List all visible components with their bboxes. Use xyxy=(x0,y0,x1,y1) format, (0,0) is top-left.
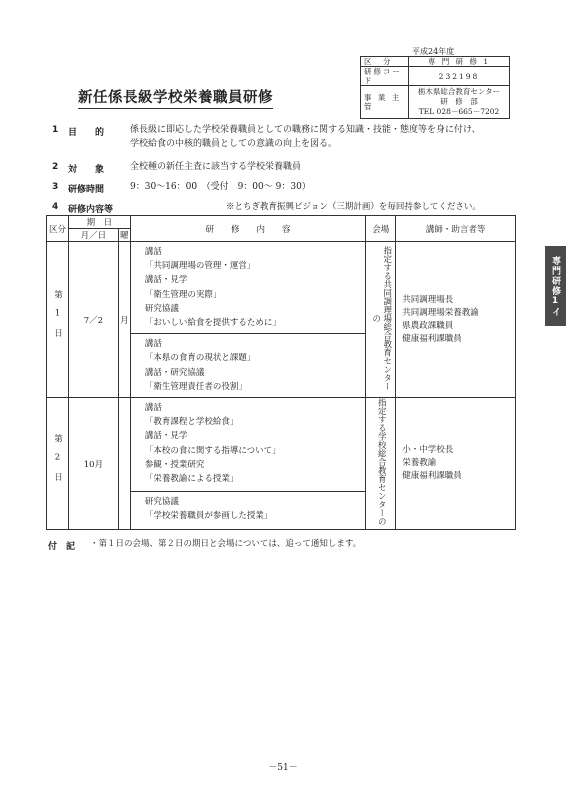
side-index-tab xyxy=(545,246,566,326)
lecturer-item: 栄養教諭 xyxy=(402,458,437,469)
purpose-line-1: 係長級に即応した学校栄養職員としての職務に関する知識・技能・態度等を身に付け、 xyxy=(130,125,481,135)
content-line: 研究協議 xyxy=(144,303,179,314)
content-line: 「本校の食に関する指導について」 xyxy=(144,445,281,456)
organizer-dept: 研 修 部 xyxy=(440,97,478,106)
course-code-value: 232198 xyxy=(409,67,510,86)
section-1-label: 目 的 xyxy=(68,128,105,138)
day-2-weekday xyxy=(118,398,130,530)
footnote-label: 付 記 xyxy=(48,542,76,552)
section-2-num: 2 xyxy=(52,162,59,172)
header-date-sub: 月／日 xyxy=(68,229,118,242)
header-date-group: 期 日 xyxy=(68,216,130,229)
day-1-block-1 xyxy=(130,242,365,334)
section-3-num: 3 xyxy=(52,182,59,192)
course-code-key: 研修コード xyxy=(361,67,409,86)
content-line: 講話・見学 xyxy=(144,275,188,286)
lecturer-item: 共同調理場長 xyxy=(402,294,454,305)
day-1-weekday: 月 xyxy=(118,242,130,398)
day-2-venue: 指定する学校総合教育センターの xyxy=(366,398,396,530)
day-1-division: 第1日 xyxy=(47,242,69,398)
organizer-tel: TEL 028－665－7202 xyxy=(418,107,500,116)
page-number: －51－ xyxy=(268,763,298,773)
content-line: 「学校栄養職員が参画した授業」 xyxy=(144,511,273,522)
day-2-date: 10月 xyxy=(68,398,118,530)
day-1-date: 7／2 xyxy=(68,242,118,398)
time-text: 9：30～16：00 （受付 9：00～ 9：30） xyxy=(130,182,311,192)
lecturer-item: 健康福利課職員 xyxy=(402,333,462,344)
organizer-key: 事 業 主 管 xyxy=(361,86,409,119)
day-2-division: 第2日 xyxy=(47,398,69,530)
content-note: ※とちぎ教育振興ビジョン（三期計画）を毎回持参してください。 xyxy=(226,202,481,212)
content-line: 「共同調理場の管理・運営」 xyxy=(144,261,256,272)
organizer-value xyxy=(409,86,510,119)
fiscal-year: 平成24年度 xyxy=(412,47,455,56)
content-line: 研究協議 xyxy=(144,497,179,508)
header-content: 研 修 内 容 xyxy=(130,216,365,242)
section-2-label: 対 象 xyxy=(68,165,105,175)
content-line: 「衛生管理責任者の役割」 xyxy=(144,381,247,392)
section-1-num: 1 xyxy=(52,125,59,135)
lecturer-item: 共同調理場栄養教諭 xyxy=(402,307,479,318)
schedule-table xyxy=(46,215,516,530)
content-line: 「栄養教諭による授業」 xyxy=(144,474,239,485)
day-1-venue: 指定する共同調理場総合教育センターの xyxy=(366,242,396,398)
content-line: 講話・研究協議 xyxy=(144,367,205,378)
content-line: 「教育課程と学校給食」 xyxy=(144,417,239,428)
section-3-label: 研修時間 xyxy=(68,185,105,195)
lecturer-item: 県農政課職員 xyxy=(402,320,454,331)
header-weekday: 曜 xyxy=(118,229,130,242)
day-2-lecturers xyxy=(396,398,516,530)
target-text: 全校種の新任主査に該当する学校栄養職員 xyxy=(130,162,302,172)
content-line: 講話 xyxy=(144,339,162,350)
content-line: 講話・見学 xyxy=(144,431,188,442)
header-lecturer: 講師・助言者等 xyxy=(396,216,516,242)
day-1-block-2 xyxy=(130,334,365,398)
lecturer-item: 小・中学校長 xyxy=(402,445,454,456)
content-line: 「衛生管理の実際」 xyxy=(144,289,222,300)
lecturer-item: 健康福利課職員 xyxy=(402,471,462,482)
day-2-block-1 xyxy=(130,398,365,492)
section-4-label: 研修内容等 xyxy=(68,205,114,215)
page-title: 新任係長級学校栄養職員研修 xyxy=(78,86,273,109)
header-venue: 会場 xyxy=(366,216,396,242)
course-info-box xyxy=(360,56,510,119)
purpose-text xyxy=(130,123,481,151)
section-4-num: 4 xyxy=(52,202,59,212)
content-line: 「本県の食育の現状と課題」 xyxy=(144,353,256,364)
content-line: 参観・授業研究 xyxy=(144,459,205,470)
footnote-text: ・第１日の会場、第２日の期日と会場については、追って通知します。 xyxy=(90,539,362,549)
header-division: 区分 xyxy=(47,216,69,242)
side-tab-label: 専門研修1イ xyxy=(550,255,560,317)
day-1-lecturers xyxy=(396,242,516,398)
content-line: 講話 xyxy=(144,403,162,414)
content-line: 講話 xyxy=(144,247,162,257)
purpose-line-2: 学校給食の中核的職員としての意識の向上を図る。 xyxy=(130,139,338,149)
division-key: 区 分 xyxy=(361,57,409,67)
division-value: 専 門 研 修 1 xyxy=(409,57,510,67)
day-2-block-2 xyxy=(130,492,365,530)
content-line: 「おいしい給食を提供するために」 xyxy=(144,318,281,329)
organizer-name: 栃木県総合教育センター xyxy=(417,87,501,96)
